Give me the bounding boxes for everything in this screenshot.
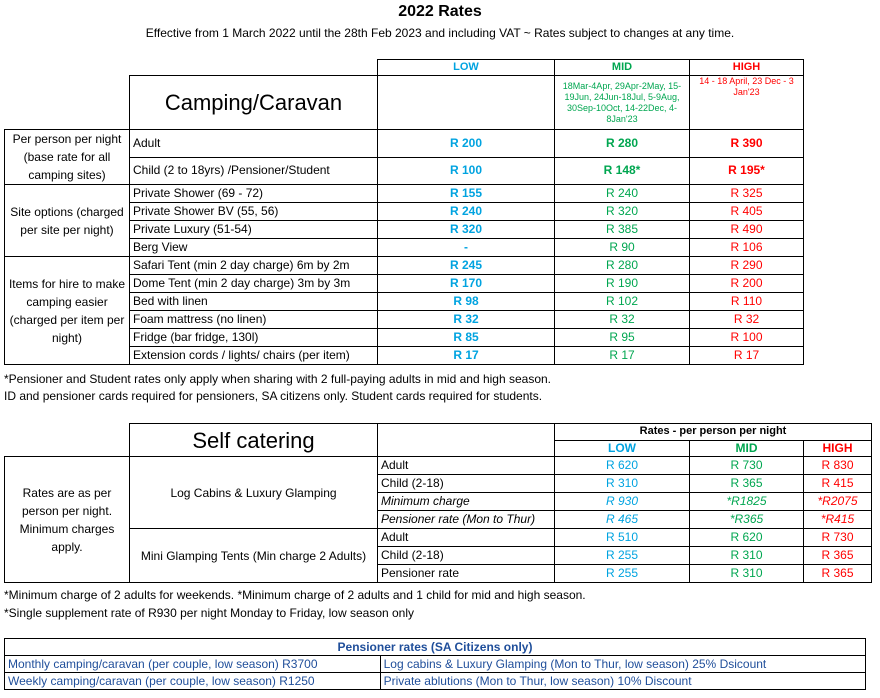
mid-rate: R 102 xyxy=(555,293,690,311)
camping-group-label: Items for hire to make camping easier (charged per item per night) xyxy=(5,257,130,365)
mid-rate: R 310 xyxy=(690,565,804,583)
sc-item: Pensioner rate (Mon to Thur) xyxy=(378,511,555,529)
mid-rate: *R365 xyxy=(690,511,804,529)
camping-item: Adult xyxy=(130,130,378,158)
camping-heading: Camping/Caravan xyxy=(130,76,378,130)
mid-rate: R 365 xyxy=(690,475,804,493)
camping-high-header: HIGH xyxy=(690,60,804,76)
high-rate: R 106 xyxy=(690,239,804,257)
high-rate: R 100 xyxy=(690,329,804,347)
high-rate: R 17 xyxy=(690,347,804,365)
high-rate: R 405 xyxy=(690,203,804,221)
mid-rate: R 385 xyxy=(555,221,690,239)
low-rate: R 85 xyxy=(378,329,555,347)
mid-rate: R 240 xyxy=(555,185,690,203)
high-rate: R 290 xyxy=(690,257,804,275)
high-rate: R 365 xyxy=(804,547,872,565)
mid-season-dates: 18Mar-4Apr, 29Apr-2May, 15-19Jun, 24Jun-18Jul, 5-9Aug, 30Sep-10Oct, 14-22Dec, 4-8Jan'23 xyxy=(555,76,690,130)
mid-rate: R 32 xyxy=(555,311,690,329)
camping-mid-header: MID xyxy=(555,60,690,76)
page-title: 2022 Rates xyxy=(398,3,482,20)
mid-rate: R 310 xyxy=(690,547,804,565)
camping-item: Private Shower (69 - 72) xyxy=(130,185,378,203)
camping-note-1: *Pensioner and Student rates only apply when sharing with 2 full-paying adults in mid and high season. xyxy=(4,372,552,386)
high-rate: R 195* xyxy=(690,157,804,185)
table-row xyxy=(5,130,804,158)
low-rate: R 310 xyxy=(555,475,690,493)
camping-item: Private Luxury (51-54) xyxy=(130,221,378,239)
low-rate: R 32 xyxy=(378,311,555,329)
pensioner-rates-table xyxy=(4,638,866,690)
camping-item: Private Shower BV (55, 56) xyxy=(130,203,378,221)
camping-item: Extension cords / lights/ chairs (per item) xyxy=(130,347,378,365)
low-rate: R 510 xyxy=(555,529,690,547)
sc-note-2: *Single supplement rate of R930 per night Monday to Friday, low season only xyxy=(4,606,415,620)
low-rate: R 98 xyxy=(378,293,555,311)
high-rate: R 415 xyxy=(804,475,872,493)
low-rate: R 465 xyxy=(555,511,690,529)
low-rate: R 255 xyxy=(555,547,690,565)
low-rate: R 320 xyxy=(378,221,555,239)
camping-item: Bed with linen xyxy=(130,293,378,311)
sc-item: Minimum charge xyxy=(378,493,555,511)
camping-item: Safari Tent (min 2 day charge) 6m by 2m xyxy=(130,257,378,275)
table-row xyxy=(5,257,804,275)
pensioner-cell: Monthly camping/caravan (per couple, low season) R3700 xyxy=(5,656,381,673)
low-rate: R 170 xyxy=(378,275,555,293)
camping-low-header: LOW xyxy=(378,60,555,76)
mid-rate: R 320 xyxy=(555,203,690,221)
high-rate: R 325 xyxy=(690,185,804,203)
low-rate: R 100 xyxy=(378,157,555,185)
mid-rate: R 730 xyxy=(690,457,804,475)
rates-header: Rates - per person per night xyxy=(555,424,872,441)
pensioner-cell: Private ablutions (Mon to Thur, low season) 10% Discount xyxy=(380,673,865,690)
mid-rate: R 190 xyxy=(555,275,690,293)
high-rate: *R415 xyxy=(804,511,872,529)
low-rate: R 200 xyxy=(378,130,555,158)
sc-high-header: HIGH xyxy=(804,440,872,457)
low-rate: - xyxy=(378,239,555,257)
mid-rate: R 620 xyxy=(690,529,804,547)
high-season-dates: 14 - 18 April, 23 Dec - 3 Jan'23 xyxy=(690,76,804,130)
camping-item: Dome Tent (min 2 day charge) 3m by 3m xyxy=(130,275,378,293)
page-subtitle: Effective from 1 March 2022 until the 28th Feb 2023 and including VAT ~ Rates subject to changes at any time. xyxy=(145,26,735,40)
camping-note-2: ID and pensioner cards required for pensioners, SA citizens only. Student cards required for students. xyxy=(4,389,543,403)
high-rate: R 830 xyxy=(804,457,872,475)
sc-low-header: LOW xyxy=(555,440,690,457)
low-rate: R 255 xyxy=(555,565,690,583)
high-rate: *R2075 xyxy=(804,493,872,511)
self-catering-table xyxy=(4,423,872,583)
camping-item: Foam mattress (no linen) xyxy=(130,311,378,329)
low-rate: R 620 xyxy=(555,457,690,475)
pensioner-cell: Weekly camping/caravan (per couple, low season) R1250 xyxy=(5,673,381,690)
sc-item: Child (2-18) xyxy=(378,475,555,493)
sc-item: Child (2-18) xyxy=(378,547,555,565)
pensioner-cell: Log cabins & Luxury Glamping (Mon to Thur, low season) 25% Dsicount xyxy=(380,656,865,673)
sc-note-1: *Minimum charge of 2 adults for weekends. *Minimum charge of 2 adults and 1 child for mid and high season. xyxy=(4,588,586,602)
sc-mid-header: MID xyxy=(690,440,804,457)
camping-group-label: Per person per night (base rate for all camping sites) xyxy=(5,130,130,185)
mid-rate: R 90 xyxy=(555,239,690,257)
high-rate: R 110 xyxy=(690,293,804,311)
high-rate: R 32 xyxy=(690,311,804,329)
table-row xyxy=(5,457,872,475)
self-catering-heading: Self catering xyxy=(130,424,378,457)
camping-item: Child (2 to 18yrs) /Pensioner/Student xyxy=(130,157,378,185)
sc-item: Adult xyxy=(378,457,555,475)
sc-item: Adult xyxy=(378,529,555,547)
camping-item: Berg View xyxy=(130,239,378,257)
low-rate: R 240 xyxy=(378,203,555,221)
high-rate: R 365 xyxy=(804,565,872,583)
high-rate: R 390 xyxy=(690,130,804,158)
low-rate: R 930 xyxy=(555,493,690,511)
low-rate: R 17 xyxy=(378,347,555,365)
mid-rate: *R1825 xyxy=(690,493,804,511)
camping-group-label: Site options (charged per site per night) xyxy=(5,185,130,257)
high-rate: R 200 xyxy=(690,275,804,293)
high-rate: R 490 xyxy=(690,221,804,239)
high-rate: R 730 xyxy=(804,529,872,547)
sc-unit-name: Mini Glamping Tents (Min charge 2 Adults) xyxy=(130,529,378,583)
sc-item: Pensioner rate xyxy=(378,565,555,583)
camping-item: Fridge (bar fridge, 130l) xyxy=(130,329,378,347)
mid-rate: R 280 xyxy=(555,257,690,275)
table-row xyxy=(5,529,872,547)
sc-unit-name: Log Cabins & Luxury Glamping xyxy=(130,457,378,529)
low-rate: R 155 xyxy=(378,185,555,203)
pensioner-heading: Pensioner rates (SA Citizens only) xyxy=(5,639,866,656)
mid-rate: R 17 xyxy=(555,347,690,365)
table-row xyxy=(5,185,804,203)
camping-rates-table xyxy=(4,59,804,365)
sc-side-label: Rates are as per person per night. Minimum charges apply. xyxy=(5,457,130,583)
mid-rate: R 148* xyxy=(555,157,690,185)
mid-rate: R 95 xyxy=(555,329,690,347)
low-rate: R 245 xyxy=(378,257,555,275)
mid-rate: R 280 xyxy=(555,130,690,158)
